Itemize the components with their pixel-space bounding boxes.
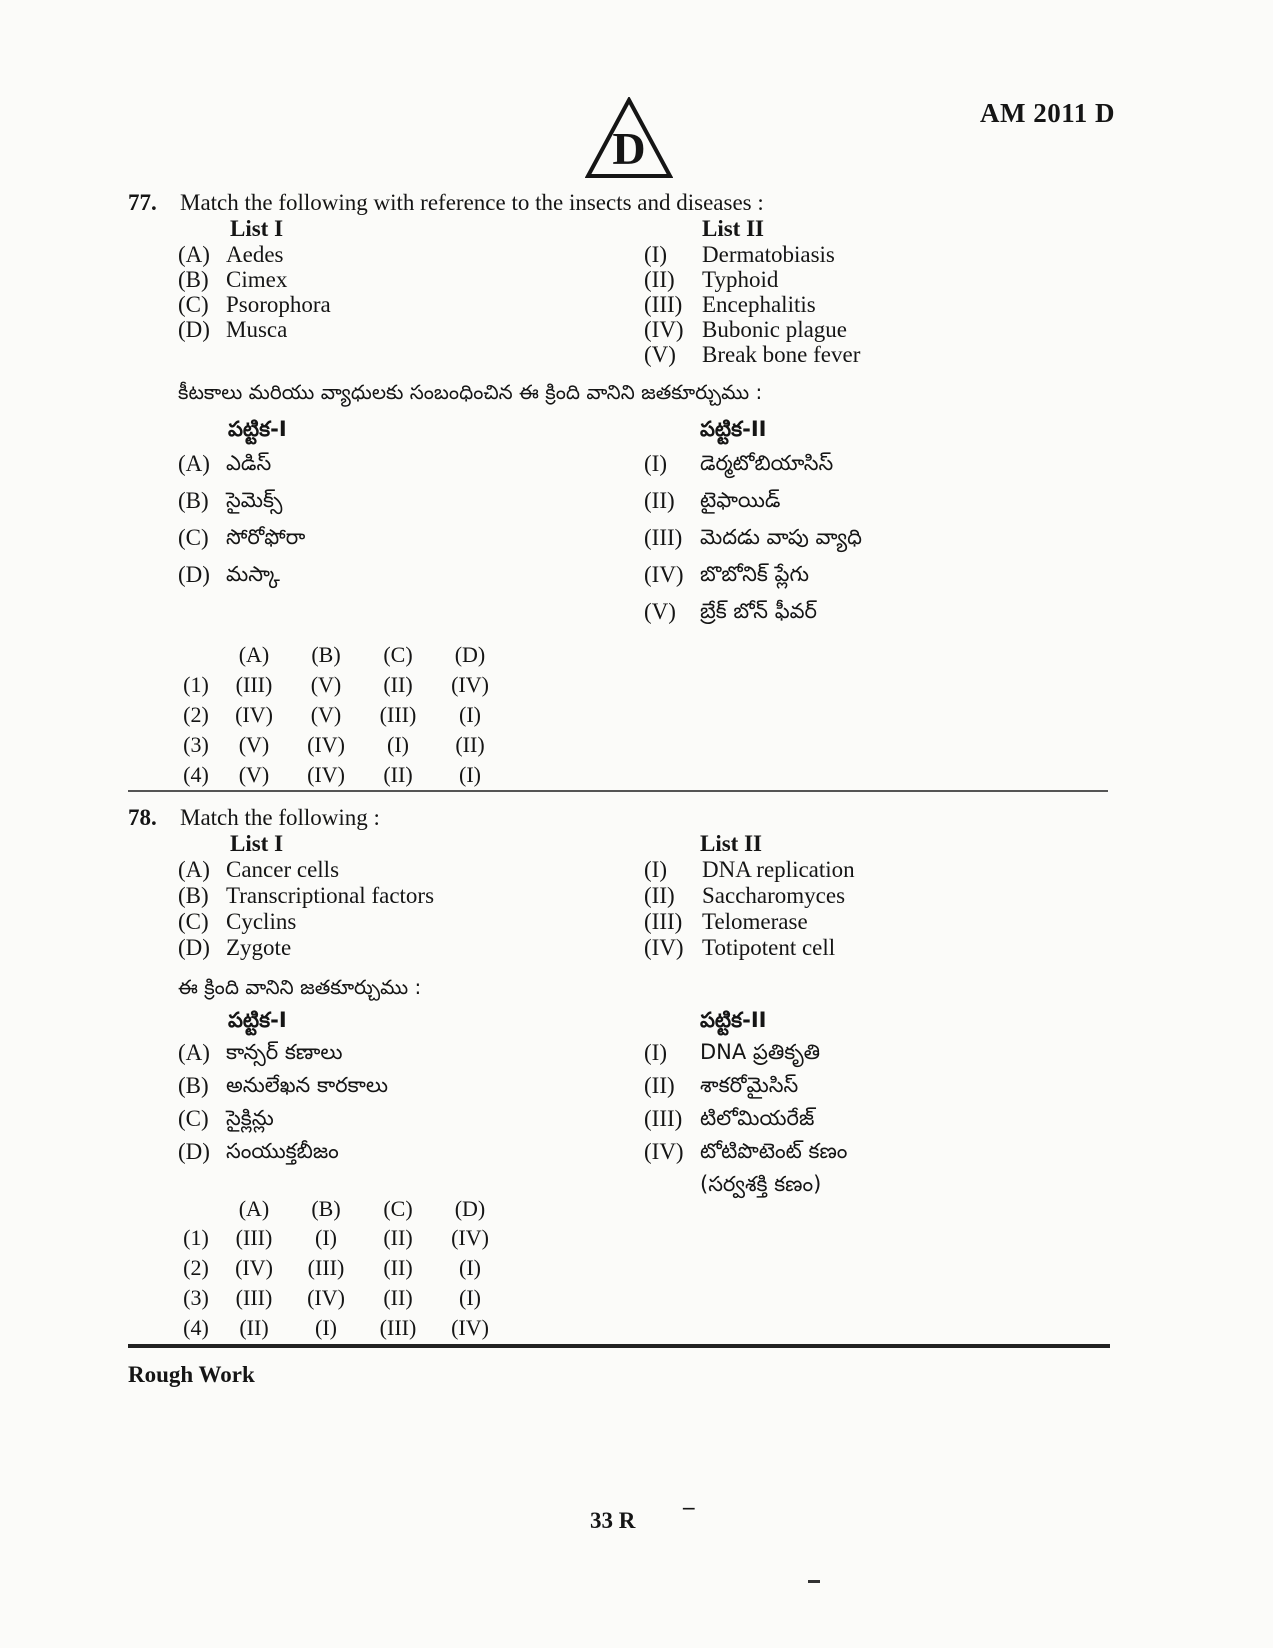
list-item	[644, 857, 855, 883]
list-item	[178, 562, 305, 599]
item-key: (D)	[178, 562, 210, 587]
option-number: (1)	[183, 1225, 209, 1250]
item-key: (I)	[644, 857, 667, 882]
item-key: (II)	[644, 883, 675, 908]
option-cell: (II)	[383, 762, 413, 787]
option-header-cell: (D)	[454, 1195, 486, 1221]
item-key: (A)	[178, 857, 210, 882]
option-row	[174, 730, 506, 760]
list-item	[644, 1106, 847, 1139]
option-header-cell: (A)	[238, 1195, 270, 1221]
option-cell: (II)	[383, 1285, 413, 1310]
item-key: (IV)	[644, 562, 684, 587]
list-item	[178, 267, 331, 292]
item-text: DNA ప్రతికృతి	[700, 1040, 821, 1064]
item-text: Saccharomyces	[702, 883, 846, 908]
option-cell: (IV)	[307, 1285, 345, 1310]
question-77-text: Match the following with reference to the insects and diseases :	[180, 190, 764, 215]
item-text: Cyclins	[226, 909, 297, 934]
q77-list2-heading: List II	[702, 216, 764, 241]
item-key: (IV)	[644, 317, 684, 342]
item-text: కాన్సర్ కణాలు	[226, 1040, 343, 1064]
list-item	[644, 1040, 847, 1073]
option-cell: (I)	[387, 732, 409, 757]
item-key: (II)	[644, 1073, 675, 1098]
options-header-row	[174, 640, 506, 670]
list-item	[644, 317, 860, 342]
item-text: Break bone fever	[702, 342, 861, 367]
option-header-cell: (D)	[454, 642, 486, 667]
item-text: Aedes	[226, 242, 284, 267]
item-key: (V)	[644, 599, 676, 624]
item-text: బ్రేక్ బోన్ ఫీవర్	[700, 599, 818, 623]
item-text: Encephalitis	[702, 292, 816, 317]
item-key: (III)	[644, 909, 683, 934]
option-cell: (II)	[383, 672, 413, 697]
option-number: (1)	[183, 672, 209, 697]
option-cell: (III)	[235, 1285, 273, 1310]
q78-options-table	[174, 1194, 506, 1343]
option-cell: (II)	[239, 1315, 269, 1340]
item-key: (IV)	[644, 935, 684, 960]
q77-telugu-list1-heading: పట్టిక-I	[228, 417, 287, 441]
question-78-text: Match the following :	[180, 805, 380, 830]
list-item	[644, 883, 855, 909]
item-key: (C)	[178, 525, 209, 550]
option-number: (4)	[183, 1315, 209, 1340]
list-item	[644, 488, 862, 525]
list-item	[178, 1073, 388, 1106]
item-text: డెర్మటోబియాసిస్	[700, 451, 834, 475]
q78-list1-heading: List I	[230, 831, 284, 856]
list-item	[178, 242, 331, 267]
item-text: Transcriptional factors	[226, 883, 435, 908]
item-key: (A)	[178, 242, 210, 267]
item-key: (III)	[644, 525, 683, 550]
item-key: (III)	[644, 292, 683, 317]
list-item	[178, 909, 434, 935]
list-item	[178, 292, 331, 317]
option-cell: (V)	[238, 762, 270, 787]
option-row	[174, 1313, 506, 1343]
option-cell: (II)	[383, 1225, 413, 1250]
item-text: Cancer cells	[226, 857, 340, 882]
option-row	[174, 700, 506, 730]
option-cell: (I)	[459, 762, 481, 787]
item-text: Dermatobiasis	[702, 242, 835, 267]
page-number: 33 R	[590, 1508, 636, 1533]
list-item-note	[644, 1172, 847, 1205]
option-header-cell: (C)	[383, 642, 413, 667]
option-row	[174, 1223, 506, 1253]
list-item	[178, 857, 434, 883]
item-key: (A)	[178, 1040, 210, 1065]
q77-list2	[644, 242, 860, 367]
booklet-series-logo	[585, 97, 673, 179]
item-key: (II)	[644, 267, 675, 292]
list-item	[178, 488, 305, 525]
question-77-number: 77.	[128, 190, 157, 215]
option-cell: (V)	[238, 732, 270, 757]
option-header-cell: (C)	[383, 1195, 413, 1221]
item-text: శాకరోమైసిస్	[700, 1073, 799, 1097]
item-text: Telomerase	[702, 909, 808, 934]
list-item	[644, 935, 855, 961]
list-item	[644, 292, 860, 317]
item-key: (I)	[644, 451, 667, 476]
option-cell: (V)	[310, 672, 342, 697]
q78-list1	[178, 857, 434, 961]
option-cell: (III)	[235, 1225, 273, 1250]
list-item	[644, 1139, 847, 1172]
item-key: (IV)	[644, 1139, 684, 1164]
option-cell: (III)	[307, 1255, 345, 1280]
list-item	[644, 451, 862, 488]
item-text: టైఫాయిడ్	[700, 488, 781, 512]
question-78-number: 78.	[128, 805, 157, 830]
option-number: (2)	[183, 702, 209, 727]
list-item	[644, 267, 860, 292]
q77-list1-heading: List I	[230, 216, 284, 241]
item-key: (II)	[644, 488, 675, 513]
q78-telugu-question: ఈ క్రింది వానిని జతకూర్చుము :	[178, 975, 422, 999]
option-cell: (IV)	[451, 1225, 489, 1250]
item-text: Psorophora	[226, 292, 331, 317]
item-text: ఎడిస్	[226, 451, 272, 475]
item-text: Musca	[226, 317, 288, 342]
list-item	[644, 1073, 847, 1106]
item-text: DNA replication	[702, 857, 855, 882]
option-cell: (IV)	[451, 1315, 489, 1340]
list-item	[178, 1040, 388, 1073]
option-cell: (I)	[459, 1285, 481, 1310]
option-number: (4)	[183, 762, 209, 787]
item-text: (సర్వశక్తి కణం)	[700, 1172, 822, 1196]
item-key: (B)	[178, 1073, 209, 1098]
option-cell: (IV)	[307, 762, 345, 787]
q77-telugu-list1	[178, 451, 305, 599]
option-cell: (III)	[379, 1315, 417, 1340]
item-text: Zygote	[226, 935, 292, 960]
option-header-cell: (B)	[311, 642, 341, 667]
list-item	[178, 1139, 388, 1172]
option-cell: (I)	[315, 1225, 337, 1250]
booklet-letter: D	[612, 123, 646, 174]
q77-telugu-list2-heading: పట్టిక-II	[700, 417, 767, 441]
item-key: (D)	[178, 317, 210, 342]
item-key: (C)	[178, 292, 209, 317]
list-item	[644, 909, 855, 935]
option-cell: (I)	[459, 702, 481, 727]
item-key: (I)	[644, 1040, 667, 1065]
list-item	[644, 525, 862, 562]
option-cell: (II)	[383, 1255, 413, 1280]
rough-work-label: Rough Work	[128, 1362, 255, 1387]
item-text: సైక్లిన్లు	[226, 1106, 274, 1130]
list-item	[178, 317, 331, 342]
q78-list2	[644, 857, 855, 961]
q78-list2-heading: List II	[700, 831, 762, 856]
item-text: సోరోఫోరా	[226, 525, 306, 549]
item-text: మస్కా	[226, 562, 280, 586]
item-text: బొబోనిక్ ప్లేగు	[700, 562, 809, 586]
option-cell: (II)	[455, 732, 485, 757]
option-cell: (IV)	[307, 732, 345, 757]
item-text: మెదడు వాపు వ్యాధి	[700, 525, 862, 549]
list-item	[644, 242, 860, 267]
item-key: (C)	[178, 909, 209, 934]
list-item	[644, 599, 862, 636]
option-row	[174, 1253, 506, 1283]
option-number: (3)	[183, 732, 209, 757]
q77-list1	[178, 242, 331, 342]
item-text: సంయుక్తబీజం	[226, 1139, 339, 1163]
option-cell: (III)	[235, 672, 273, 697]
item-key: (B)	[178, 883, 209, 908]
list-item	[644, 562, 862, 599]
option-row	[174, 670, 506, 700]
item-text: అనులేఖన కారకాలు	[226, 1073, 388, 1097]
list-item	[644, 342, 860, 367]
item-key: (III)	[644, 1106, 683, 1131]
q78-telugu-list2	[644, 1040, 847, 1205]
option-cell: (IV)	[235, 1255, 273, 1280]
option-cell: (I)	[315, 1315, 337, 1340]
q77-telugu-list2	[644, 451, 862, 636]
item-text: టిలోమియరేజ్	[700, 1106, 815, 1130]
q77-telugu-question: కీటకాలు మరియు వ్యాధులకు సంబంధించిన ఈ క్రింది వానిని జతకూర్చుము :	[178, 380, 763, 404]
question-divider	[128, 790, 1108, 792]
page-mark: –	[683, 1494, 695, 1519]
item-key: (V)	[644, 342, 676, 367]
print-mark	[808, 1580, 820, 1583]
option-row	[174, 760, 506, 790]
item-key: (C)	[178, 1106, 209, 1131]
q78-telugu-list1	[178, 1040, 388, 1172]
rough-work-divider	[128, 1344, 1110, 1348]
option-cell: (V)	[310, 702, 342, 727]
option-cell: (I)	[459, 1255, 481, 1280]
option-header-cell: (A)	[238, 642, 270, 667]
list-item	[178, 883, 434, 909]
item-key: (A)	[178, 451, 210, 476]
item-text: Totipotent cell	[702, 935, 836, 960]
list-item	[178, 935, 434, 961]
q78-telugu-list2-heading: పట్టిక-II	[700, 1008, 767, 1032]
list-item	[178, 1106, 388, 1139]
option-header-cell: (B)	[311, 1195, 341, 1221]
paper-code: AM 2011 D	[980, 98, 1115, 128]
item-key: (D)	[178, 935, 210, 960]
item-key: (B)	[178, 267, 209, 292]
item-key: (D)	[178, 1139, 210, 1164]
option-number: (3)	[183, 1285, 209, 1310]
item-text: సైమెక్స్	[226, 488, 283, 512]
item-text: Typhoid	[702, 267, 779, 292]
list-item	[178, 525, 305, 562]
option-cell: (IV)	[235, 702, 273, 727]
list-item	[178, 451, 305, 488]
item-key: (B)	[178, 488, 209, 513]
item-key: (I)	[644, 242, 667, 267]
option-cell: (III)	[379, 702, 417, 727]
q77-options-table	[174, 640, 506, 790]
option-row	[174, 1283, 506, 1313]
item-text: Bubonic plague	[702, 317, 847, 342]
item-text: టోటిపొటెంట్ కణం	[700, 1139, 848, 1163]
options-header-row	[174, 1194, 506, 1223]
item-text: Cimex	[226, 267, 288, 292]
option-number: (2)	[183, 1255, 209, 1280]
q78-telugu-list1-heading: పట్టిక-I	[228, 1008, 287, 1032]
option-cell: (IV)	[451, 672, 489, 697]
